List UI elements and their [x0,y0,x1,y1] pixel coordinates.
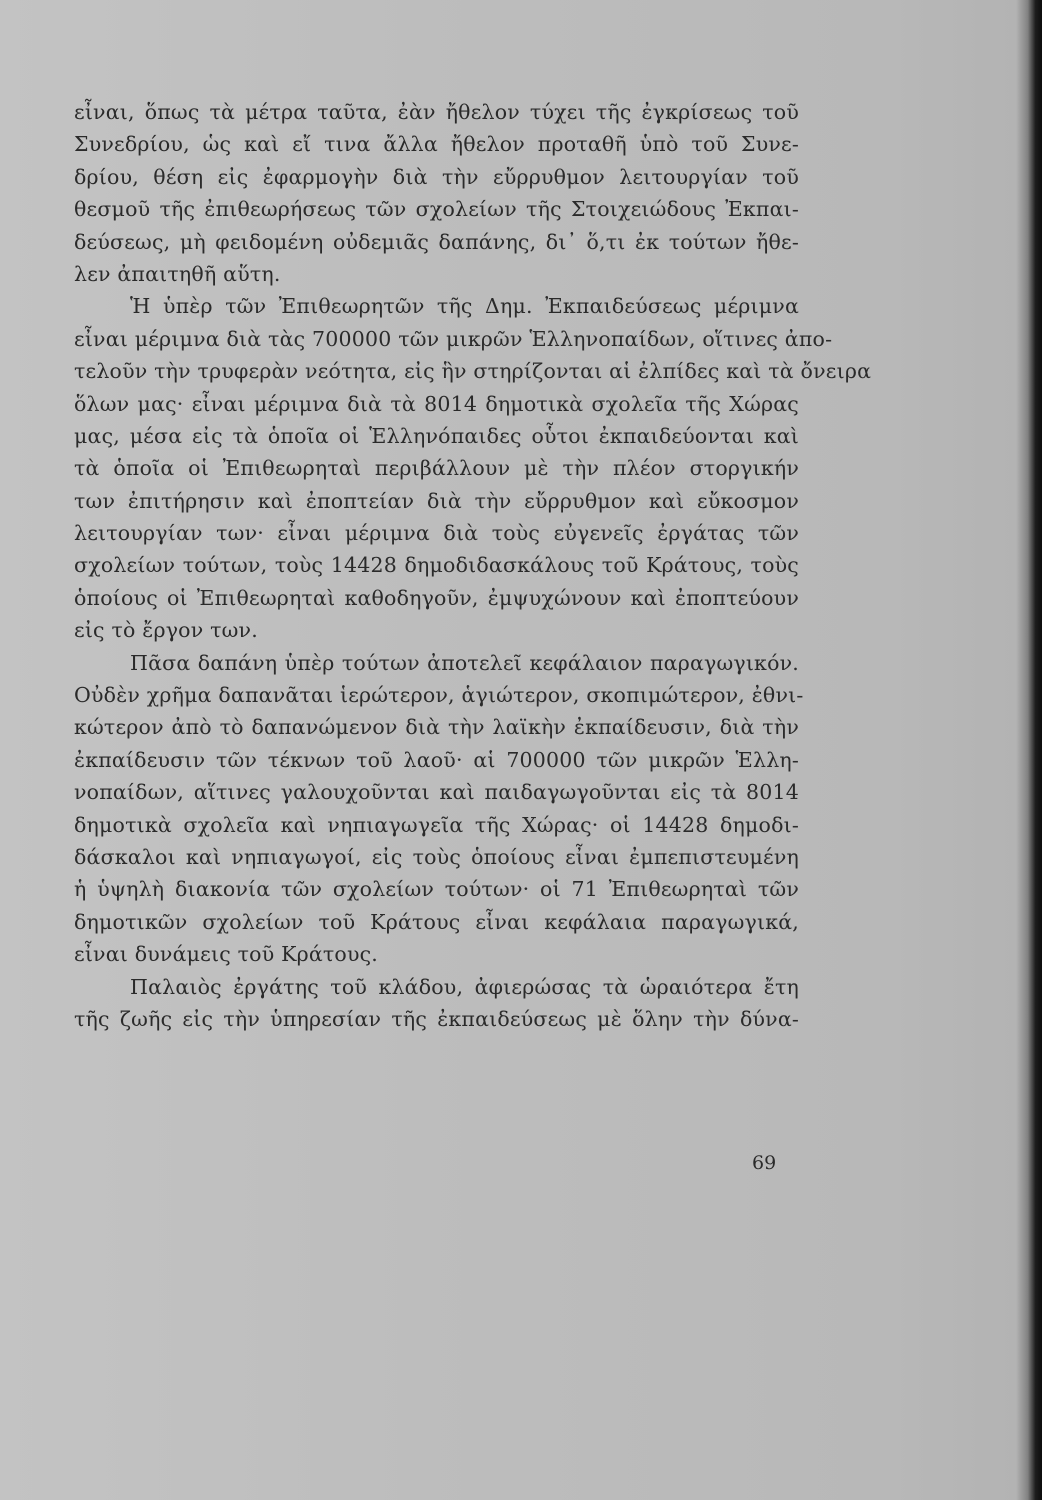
text-line: εἶναι δυνάμεις τοῦ Κράτους. [74,942,379,967]
text-line: λειτουργίαν των· εἶναι μέριμνα διὰ τοὺς εὐγενεῖς ἐργάτας τῶν [74,521,799,546]
text-line: Παλαιὸς ἐργάτης τοῦ κλάδου, ἀφιερώσας τὰ ὡραιότερα ἔτη [130,974,799,999]
text-line: δάσκαλοι καὶ νηπιαγωγοί, εἰς τοὺς ὁποίους εἶναι ἐμπεπιστευμένη [74,844,799,869]
text-line: ὁποίους οἱ Ἐπιθεωρηταὶ καθοδηγοῦν, ἐμψυχώνουν καὶ ἐποπτεύουν [74,585,799,610]
body-text [74,96,872,1035]
text-line: ὅλων μας· εἶναι μέριμνα διὰ τὰ 8014 δημοτικὰ σχολεῖα τῆς Χώρας [74,391,799,416]
text-line: λεν ἀπαιτηθῆ αὕτη. [74,261,281,286]
text-line: Οὐδὲν χρῆμα δαπανᾶται ἱερώτερον, ἁγιώτερον, σκοπιμώτερον, ἐθνι- [74,683,804,708]
text-line: Πᾶσα δαπάνη ὑπὲρ τούτων ἀποτελεῖ κεφάλαιον παραγωγικόν. [130,650,799,675]
text-line: εἰς τὸ ἔργον των. [74,618,258,643]
text-line: εἶναι μέριμνα διὰ τὰς 700000 τῶν μικρῶν Ἑλληνοπαίδων, οἵτινες ἀπο- [74,326,833,351]
text-line: Συνεδρίου, ὡς καὶ εἴ τινα ἄλλα ἤθελον προταθῆ ὑπὸ τοῦ Συνε- [74,132,799,157]
text-line: σχολείων τούτων, τοὺς 14428 δημοδιδασκάλους τοῦ Κράτους, τοὺς [74,553,799,578]
text-line: μας, μέσα εἰς τὰ ὁποῖα οἱ Ἑλληνόπαιδες οὗτοι ἐκπαιδεύονται καὶ [74,423,799,448]
text-line: ἐκπαίδευσιν τῶν τέκνων τοῦ λαοῦ· αἱ 700000 τῶν μικρῶν Ἑλλη- [74,747,799,772]
text-line: τὰ ὁποῖα οἱ Ἐπιθεωρηταὶ περιβάλλουν μὲ τὴν πλέον στοργικήν [74,456,799,481]
text-line: Ἡ ὑπὲρ τῶν Ἐπιθεωρητῶν τῆς Δημ. Ἐκπαιδεύσεως μέριμνα [130,294,799,319]
text-line: νοπαίδων, αἵτινες γαλουχοῦνται καὶ παιδαγωγοῦνται εἰς τὰ 8014 [74,780,799,805]
text-line: τελοῦν τὴν τρυφερὰν νεότητα, εἰς ἣν στηρίζονται αἱ ἐλπίδες καὶ τὰ ὄνειρα [74,359,872,384]
binding-shadow [1016,0,1042,1500]
text-line: των ἐπιτήρησιν καὶ ἐποπτείαν διὰ τὴν εὔρρυθμον καὶ εὔκοσμον [74,488,799,513]
text-line: δεύσεως, μὴ φειδομένη οὐδεμιᾶς δαπάνης, δι᾽ ὅ,τι ἐκ τούτων ἤθε- [74,229,799,254]
page-number: 69 [752,1152,777,1174]
text-line: δημοτικὰ σχολεῖα καὶ νηπιαγωγεῖα τῆς Χώρας· οἱ 14428 δημοδι- [74,812,799,837]
text-line: θεσμοῦ τῆς ἐπιθεωρήσεως τῶν σχολείων τῆς Στοιχειώδους Ἐκπαι- [74,197,799,222]
text-line: τῆς ζωῆς εἰς τὴν ὑπηρεσίαν τῆς ἐκπαιδεύσεως μὲ ὅλην τὴν δύνα- [74,1006,799,1031]
text-line: ἡ ὑψηλὴ διακονία τῶν σχολείων τούτων· οἱ 71 Ἐπιθεωρηταὶ τῶν [74,877,799,902]
text-line: εἶναι, ὅπως τὰ μέτρα ταῦτα, ἐὰν ἤθελον τύχει τῆς ἐγκρίσεως τοῦ [74,100,799,124]
text-line: δρίου, θέση εἰς ἐφαρμογὴν διὰ τὴν εὔρρυθμον λειτουργίαν τοῦ [74,164,799,189]
text-line: δημοτικῶν σχολείων τοῦ Κράτους εἶναι κεφάλαια παραγωγικά, [74,909,799,934]
text-line: κώτερον ἀπὸ τὸ δαπανώμενον διὰ τὴν λαϊκὴν ἐκπαίδευσιν, διὰ τὴν [74,715,799,740]
